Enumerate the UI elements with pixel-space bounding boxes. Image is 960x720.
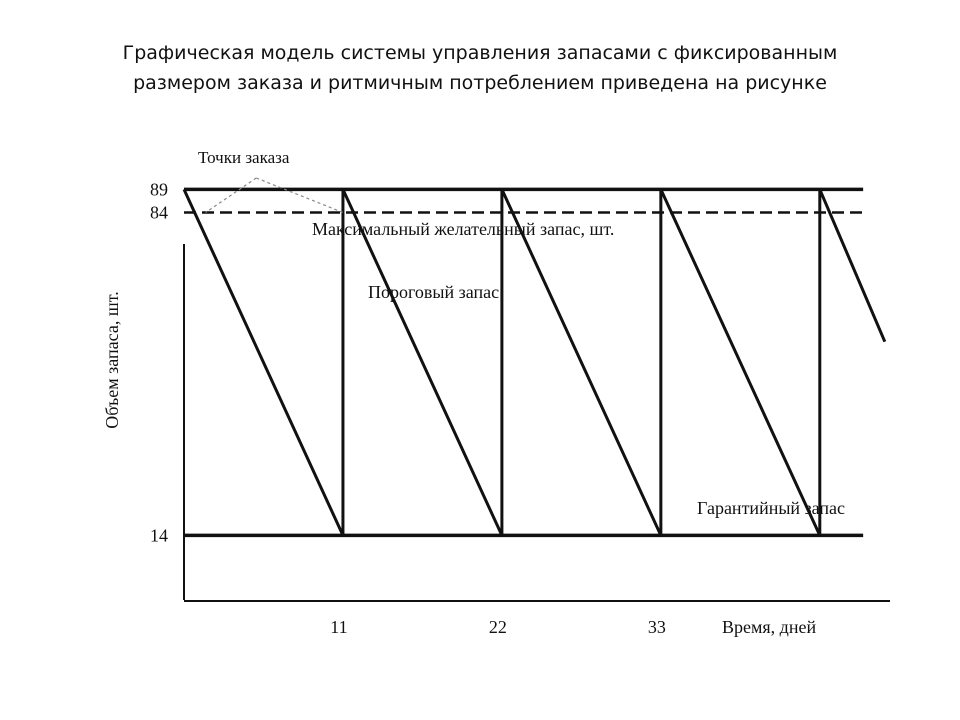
slide-title-line-2: размером заказа и ритмичным потреблением приведена на рисунке xyxy=(133,72,827,94)
x-tick-label-11: 11 xyxy=(330,617,348,637)
level-lines xyxy=(184,189,863,535)
x-tick-label-33: 33 xyxy=(647,617,666,637)
stock-series xyxy=(184,189,885,535)
order-point-guide-2 xyxy=(256,178,343,212)
max-level-label: Максимальный желательный запас, шт. xyxy=(312,219,615,239)
x-tick-label-22: 22 xyxy=(488,617,507,637)
slide-title-line-1: Графическая модель системы управления запасами с фиксированным xyxy=(122,42,838,64)
threshold-level-label: Пороговый запас xyxy=(368,282,500,302)
y-axis-title: Объем запаса, шт. xyxy=(102,291,122,429)
y-tick-label-14: 14 xyxy=(150,525,168,546)
y-tick-label-89: 89 xyxy=(150,179,168,200)
stock-level-line xyxy=(184,189,885,535)
order-points-annotation xyxy=(198,148,343,212)
order-points-label: Точки заказа xyxy=(198,148,290,167)
chart-labels xyxy=(102,179,845,637)
guarantee-level-label: Гарантийный запас xyxy=(697,498,846,518)
x-axis-title: Время, дней xyxy=(722,617,817,637)
order-point-guide-1 xyxy=(206,178,257,212)
y-tick-label-84: 84 xyxy=(150,202,168,223)
